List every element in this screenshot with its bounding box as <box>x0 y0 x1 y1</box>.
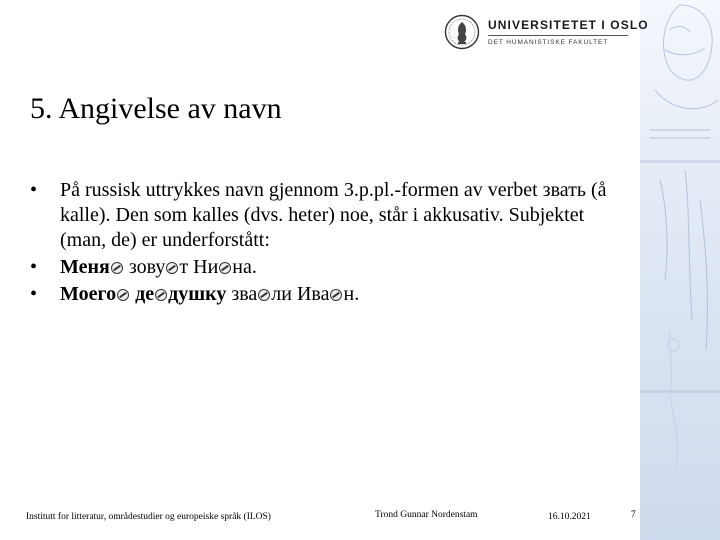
bullet-text <box>60 255 630 280</box>
stress-marker-icon <box>219 262 231 274</box>
stress-marker-icon <box>117 289 129 301</box>
university-name: UNIVERSITETET I OSLO <box>488 18 649 32</box>
slide-title: 5. Angivelse av navn <box>30 92 282 125</box>
footer-author: Trond Gunnar Nordenstam <box>375 510 478 520</box>
bullet-text: På russisk uttrykkes navn gjennom 3.p.pl.-formen av verbet звать (å kalle). Den som kalles (dvs. heter) noe, står i akkusativ. Subjektet (man, de) er underforstått: <box>60 179 607 251</box>
classical-figure-watermark-icon <box>640 0 720 540</box>
stress-marker-icon <box>155 289 167 301</box>
bullet-item <box>30 178 630 253</box>
bullet-marker: • <box>30 256 38 278</box>
footer-institute: Institutt for litteratur, områdestudier og europeiske språk (ILOS) <box>26 512 271 522</box>
page-number: 7 <box>631 510 636 520</box>
bullet-item <box>30 255 630 280</box>
stress-marker-icon <box>166 262 178 274</box>
stress-marker-icon <box>330 289 342 301</box>
bullet-list <box>30 178 630 309</box>
faculty-name: DET HUMANISTISKE FAKULTET <box>488 39 609 46</box>
stress-marker-icon <box>111 262 123 274</box>
bullet-item <box>30 282 630 307</box>
bold-word: душку <box>168 283 227 305</box>
text-segment: ли Ива <box>271 283 330 305</box>
bullet-marker: • <box>30 179 38 201</box>
text-segment: зва <box>226 283 258 305</box>
footer-date: 16.10.2021 <box>548 512 591 522</box>
university-seal-icon <box>444 14 480 50</box>
text-segment: на. <box>232 256 257 278</box>
decorative-side-strip <box>640 0 720 540</box>
text-segment: зову <box>123 256 166 278</box>
text-segment: т Ни <box>179 256 219 278</box>
bold-word: Меня <box>60 256 110 278</box>
stress-marker-icon <box>258 289 270 301</box>
header-divider <box>488 35 628 36</box>
bold-word: Моего <box>60 283 117 305</box>
bullet-text <box>60 282 630 307</box>
university-logo <box>444 14 649 54</box>
text-segment: н. <box>343 283 360 305</box>
bullet-marker: • <box>30 283 38 305</box>
bold-word: де <box>130 283 155 305</box>
